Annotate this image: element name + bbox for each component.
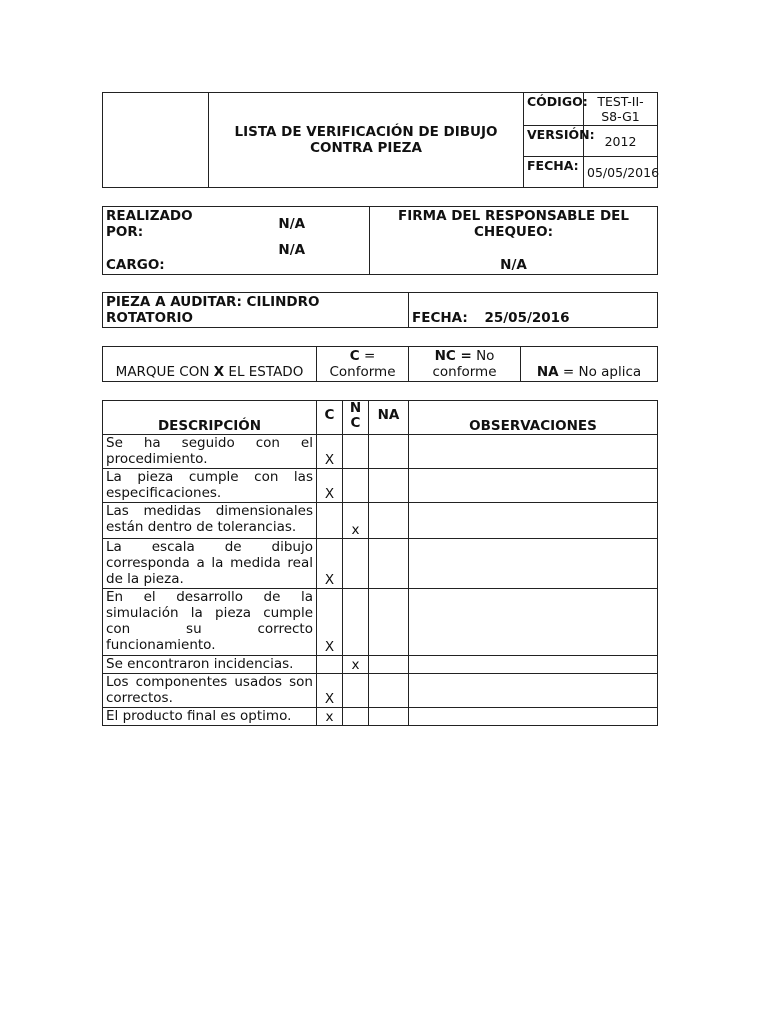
row-mark-nc xyxy=(343,539,369,589)
row-observation xyxy=(409,656,658,674)
fecha-value: 05/05/2016 xyxy=(584,157,658,188)
row-description: El producto final es optimo. xyxy=(103,708,317,726)
row-mark-na xyxy=(369,469,409,503)
document-header xyxy=(102,92,658,188)
checklist-row xyxy=(103,674,658,708)
version-label: VERSIÓN: xyxy=(524,126,584,157)
col-descripcion: DESCRIPCIÓN xyxy=(103,401,317,435)
row-mark-c: X xyxy=(317,469,343,503)
version-value: 2012 xyxy=(584,126,658,157)
row-description: Las medidas dimensionales están dentro de tolerancias. xyxy=(103,503,317,539)
row-mark-na xyxy=(369,435,409,469)
legend-conforme: C = Conforme xyxy=(317,347,409,382)
row-mark-c: X xyxy=(317,435,343,469)
row-mark-c: X xyxy=(317,674,343,708)
row-observation xyxy=(409,435,658,469)
checklist-row xyxy=(103,539,658,589)
row-description: La pieza cumple con las especificaciones. xyxy=(103,469,317,503)
fecha-label: FECHA: xyxy=(524,157,584,188)
row-description: Se ha seguido con el procedimiento. xyxy=(103,435,317,469)
row-mark-na xyxy=(369,674,409,708)
row-description: En el desarrollo de la simulación la pieza cumple con su correcto funcionamiento. xyxy=(103,589,317,656)
checklist-row xyxy=(103,435,658,469)
row-mark-na xyxy=(369,656,409,674)
row-mark-c: x xyxy=(317,708,343,726)
row-mark-nc xyxy=(343,674,369,708)
pieza-fecha-cell xyxy=(409,293,658,328)
checklist-row xyxy=(103,503,658,539)
col-observaciones: OBSERVACIONES xyxy=(409,401,658,435)
row-description: Se encontraron incidencias. xyxy=(103,656,317,674)
col-c: C xyxy=(317,401,343,435)
firma-label: FIRMA DEL RESPONSABLE DEL CHEQUEO: xyxy=(398,208,629,240)
row-observation xyxy=(409,503,658,539)
document-title: LISTA DE VERIFICACIÓN DE DIBUJO CONTRA PIEZA xyxy=(209,93,524,188)
logo-placeholder xyxy=(103,93,209,188)
checklist-row xyxy=(103,656,658,674)
row-mark-nc: x xyxy=(343,503,369,539)
col-na: NA xyxy=(369,401,409,435)
pieza-fecha-value: 25/05/2016 xyxy=(484,310,570,326)
checklist-row xyxy=(103,708,658,726)
row-mark-nc xyxy=(343,469,369,503)
row-observation xyxy=(409,674,658,708)
row-mark-na xyxy=(369,589,409,656)
cargo-value: N/A xyxy=(215,241,370,274)
row-observation xyxy=(409,708,658,726)
row-description: La escala de dibujo corresponda a la medida real de la pieza. xyxy=(103,539,317,589)
cargo-label: CARGO: xyxy=(103,241,215,274)
row-mark-c: X xyxy=(317,589,343,656)
row-mark-c xyxy=(317,656,343,674)
legend-no-conforme: NC = No conforme xyxy=(409,347,521,382)
row-observation xyxy=(409,539,658,589)
row-mark-na xyxy=(369,539,409,589)
legend-no-aplica: NA = No aplica xyxy=(521,347,658,382)
row-mark-nc xyxy=(343,708,369,726)
codigo-label: CÓDIGO: xyxy=(524,93,584,126)
row-mark-c: X xyxy=(317,539,343,589)
pieza-label: PIEZA A AUDITAR: CILINDRO ROTATORIO xyxy=(103,293,409,328)
checklist-row xyxy=(103,589,658,656)
row-description: Los componentes usados son correctos. xyxy=(103,674,317,708)
row-mark-na xyxy=(369,708,409,726)
realizado-value: N/A xyxy=(215,207,370,242)
col-nc: N C xyxy=(343,401,369,435)
estado-legend xyxy=(102,346,658,382)
realizado-label: REALIZADO POR: xyxy=(103,207,215,242)
pieza-section xyxy=(102,292,658,328)
checklist-header-row xyxy=(103,401,658,435)
checklist-table xyxy=(102,400,658,726)
marque-instruction: MARQUE CON X EL ESTADO xyxy=(103,347,317,382)
firma-cell xyxy=(370,207,658,275)
firma-value: N/A xyxy=(500,256,527,273)
row-mark-nc xyxy=(343,589,369,656)
row-mark-na xyxy=(369,503,409,539)
row-mark-nc: x xyxy=(343,656,369,674)
row-observation xyxy=(409,469,658,503)
row-mark-c xyxy=(317,503,343,539)
checklist-row xyxy=(103,469,658,503)
pieza-fecha-label: FECHA: xyxy=(412,310,468,326)
codigo-value: TEST-II-S8-G1 xyxy=(584,93,658,126)
row-mark-nc xyxy=(343,435,369,469)
row-observation xyxy=(409,589,658,656)
responsable-section xyxy=(102,206,658,275)
